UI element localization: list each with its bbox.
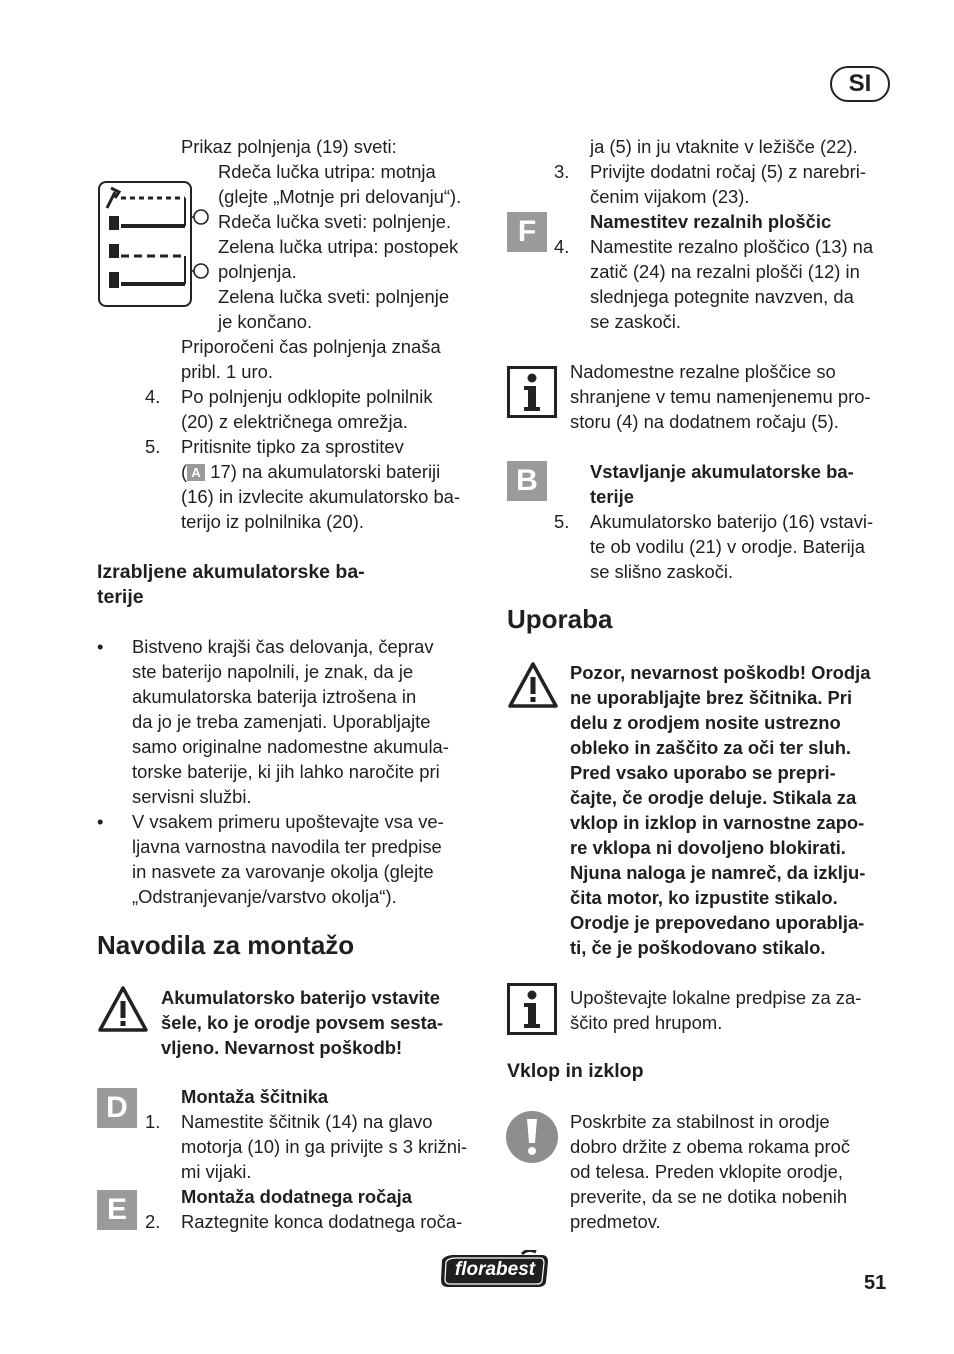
text-line: ljavna varnostna navodila ter predpise <box>132 836 442 857</box>
heading-line: Izrabljene akumulatorske ba- <box>97 561 365 583</box>
usage-heading: Uporaba <box>507 604 613 634</box>
text-line: Pred vsako uporabo se prepri- <box>570 762 836 783</box>
step-1-text <box>181 1109 467 1184</box>
text-line: terijo iz polnilnika (20). <box>181 511 364 532</box>
heading-line: terije <box>97 586 144 608</box>
charge-states <box>218 159 461 334</box>
step-3-text <box>590 159 866 209</box>
text-line: akumulatorska baterija iztrošena in <box>132 686 417 707</box>
assembly-heading: Navodila za montažo <box>97 930 355 960</box>
text-line: šele, ko je orodje povsem sesta- <box>161 1012 444 1033</box>
text-line: obleko in zaščito za oči ter sluh. <box>570 737 852 758</box>
paren: ( <box>181 461 188 482</box>
charge-intro: Prikaz polnjenja (19) sveti: <box>181 136 397 157</box>
figure-ref-a: A <box>187 464 205 481</box>
text-line: mi vijaki. <box>181 1161 252 1182</box>
text-line: Priporočeni čas polnjenja znaša <box>181 336 441 357</box>
step-number: 5. <box>554 511 570 532</box>
text-line: Namestite ščitnik (14) na glavo <box>181 1111 433 1132</box>
step-2-text: Raztegnite konca dodatnega roča- <box>181 1211 463 1232</box>
figure-letter-f: F <box>507 212 547 252</box>
charge-state-line: Rdeča lučka utripa: motnja <box>218 161 436 182</box>
text-fragment: 17) na akumulatorski bateriji <box>205 461 441 482</box>
text-line: dobro držite z obema rokama proč <box>570 1136 851 1157</box>
text-line: Pritisnite tipko za sprostitev <box>181 436 404 457</box>
text-line: (20) z električnega omrežja. <box>181 411 408 432</box>
continued-line: ja (5) in ju vtaknite v ležišče (22). <box>590 136 858 157</box>
text-line: motorja (10) in ga privijte s 3 križni- <box>181 1136 468 1157</box>
text-line: shranjene v temu namenjenemu pro- <box>570 386 871 407</box>
figure-letter-b: B <box>507 461 547 501</box>
heading-line: terije <box>590 486 634 507</box>
insert-battery-heading <box>590 459 854 509</box>
figure-letter-e: E <box>97 1190 137 1230</box>
charge-state-line: Zelena lučka utripa: postopek <box>218 236 459 257</box>
text-line: re vklopa ni dovoljeno blokirati. <box>570 837 846 858</box>
info-noise <box>570 985 861 1035</box>
page-number: 51 <box>864 1272 887 1294</box>
step-number: 4. <box>145 386 161 407</box>
bullet-1-text <box>132 634 449 809</box>
text-line: (16) in izvlecite akumulatorsko ba- <box>181 486 461 507</box>
text-line: Orodje je prepovedano uporablja- <box>570 912 865 933</box>
worn-batteries-heading <box>97 560 365 610</box>
text-line: samo originalne nadomestne akumula- <box>132 736 449 757</box>
text-line: ti, če je poškodovano stikalo. <box>570 937 826 958</box>
bullet-2-text <box>132 809 444 909</box>
text-line: predmetov. <box>570 1211 661 1232</box>
text-line <box>181 459 460 484</box>
text-line: preverite, da se ne dotika nobenih <box>570 1186 848 1207</box>
notice-exclamation-icon <box>505 1110 559 1164</box>
text-line: Bistveno krajši čas delovanja, čeprav <box>132 636 434 657</box>
step-number: 3. <box>554 161 570 182</box>
guard-heading: Montaža ščitnika <box>181 1086 329 1107</box>
warning-triangle-icon <box>97 984 149 1034</box>
assembly-warning <box>161 985 443 1060</box>
text-line: Akumulatorsko baterijo (16) vstavi- <box>590 511 874 532</box>
charge-state-line: Rdeča lučka sveti: polnjenje. <box>218 211 452 232</box>
text-line: Upoštevajte lokalne predpise za za- <box>570 987 862 1008</box>
step-number: 4. <box>554 236 570 257</box>
text-line: storu (4) na dodatnem ročaju (5). <box>570 411 839 432</box>
text-line: se slišno zaskoči. <box>590 561 734 582</box>
text-line: ščito pred hrupom. <box>570 1012 723 1033</box>
text-line: slednjega potegnite navzven, da <box>590 286 854 307</box>
text-line: Njuna naloga je namreč, da izklju- <box>570 862 866 883</box>
step-4-text <box>181 384 433 434</box>
brand-name: florabest <box>454 1259 536 1280</box>
step-number: 1. <box>145 1111 161 1132</box>
text-line: da jo je treba zamenjati. Uporabljajte <box>132 711 431 732</box>
text-line: Poskrbite za stabilnost in orodje <box>570 1111 830 1132</box>
heading-line: Vstavljanje akumulatorske ba- <box>590 461 854 482</box>
handle-heading: Montaža dodatnega ročaja <box>181 1186 412 1207</box>
text-line: V vsakem primeru upoštevajte vsa ve- <box>132 811 444 832</box>
info-icon <box>507 983 557 1035</box>
text-line: ne uporabljajte brez ščitnika. Pri <box>570 687 853 708</box>
charge-state-line: Zelena lučka sveti: polnjenje <box>218 286 450 307</box>
text-line: servisni službi. <box>132 786 252 807</box>
notice-stability <box>570 1109 850 1234</box>
figure-letter-d: D <box>97 1088 137 1128</box>
text-line: delu z orodjem nosite ustrezno <box>570 712 841 733</box>
text-line: Namestite rezalno ploščico (13) na <box>590 236 874 257</box>
info-spare-blades <box>570 359 871 434</box>
charge-state-line: je končano. <box>218 311 313 332</box>
charge-state-line: polnjenja. <box>218 261 297 282</box>
charge-state-line: (glejte „Motnje pri delovanju“). <box>218 186 462 207</box>
text-line: Nadomestne rezalne ploščice so <box>570 361 836 382</box>
text-line: od telesa. Preden vklopite orodje, <box>570 1161 843 1182</box>
text-line: vklop in izklop in varnostne zapo- <box>570 812 865 833</box>
onoff-heading: Vklop in izklop <box>507 1060 644 1082</box>
warning-triangle-icon <box>507 660 559 710</box>
step-4-text <box>590 234 873 334</box>
text-line: ste baterijo napolnili, je znak, da je <box>132 661 414 682</box>
text-line: Po polnjenju odklopite polnilnik <box>181 386 433 407</box>
bullet: • <box>97 636 104 657</box>
step-5-text <box>181 434 460 534</box>
text-line: te ob vodilu (21) v orodje. Baterija <box>590 536 865 557</box>
text-line: čajte, če orodje deluje. Stikala za <box>570 787 857 808</box>
text-line: se zaskoči. <box>590 311 681 332</box>
step-5-text <box>590 509 873 584</box>
recommended-time <box>181 334 441 384</box>
step-number: 2. <box>145 1211 161 1232</box>
text-line: čita motor, ko izpustite stikalo. <box>570 887 838 908</box>
bullet: • <box>97 811 104 832</box>
usage-warning <box>570 660 870 960</box>
text-line: torske baterije, ki jih lahko naročite pri <box>132 761 440 782</box>
text-line: Pozor, nevarnost poškodb! Orodja <box>570 662 871 683</box>
text-line: Akumulatorsko baterijo vstavite <box>161 987 441 1008</box>
text-line: pribl. 1 uro. <box>181 361 273 382</box>
text-line: zatič (24) na rezalni plošči (12) in <box>590 261 860 282</box>
text-line: Privijte dodatni ročaj (5) z narebri- <box>590 161 866 182</box>
language-badge: SI <box>830 66 890 102</box>
charge-indicator-icon <box>97 180 215 308</box>
step-number: 5. <box>145 436 161 457</box>
blades-heading: Namestitev rezalnih ploščic <box>590 211 832 232</box>
text-line: in nasvete za varovanje okolja (glejte <box>132 861 434 882</box>
text-line: vljeno. Nevarnost poškodb! <box>161 1037 403 1058</box>
text-line: „Odstranjevanje/varstvo okolja“). <box>132 886 397 907</box>
brand-logo <box>438 1250 552 1290</box>
info-icon <box>507 366 557 418</box>
text-line: čenim vijakom (23). <box>590 186 750 207</box>
